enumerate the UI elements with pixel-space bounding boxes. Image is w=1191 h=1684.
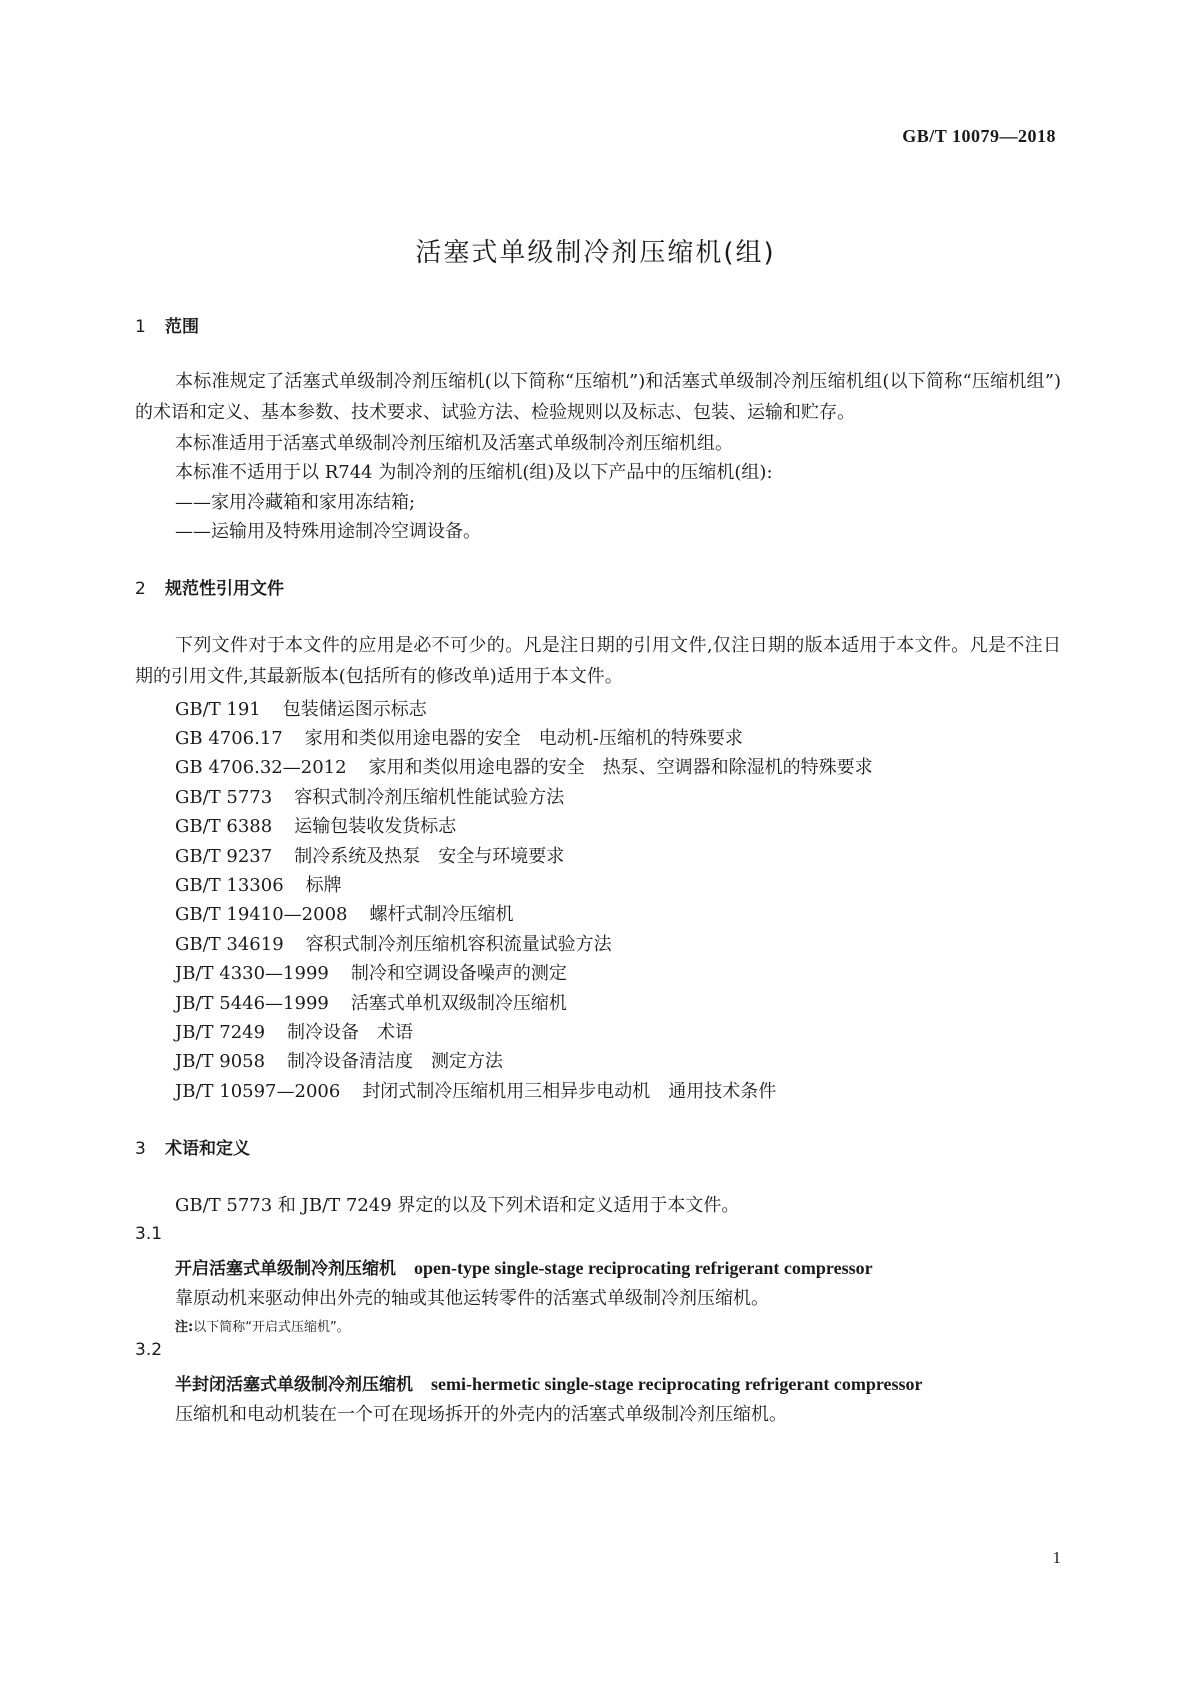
reference-code: GB/T 13306 (175, 875, 284, 896)
reference-code: GB/T 191 (175, 699, 261, 720)
section-number: 3 (135, 1139, 146, 1159)
reference-code: GB/T 5773 (175, 787, 273, 808)
reference-item (175, 842, 564, 868)
reference-title: 制冷系统及热泵 安全与环境要求 (294, 846, 565, 867)
scope-paragraph-1: 本标准规定了活塞式单级制冷剂压缩机(以下简称“压缩机”)和活塞式单级制冷剂压缩机组(以下简称“压缩机组”)的术语和定义、基本参数、技术要求、试验方法、检验规则以及标志、包装、运输和贮存。 (135, 371, 1061, 423)
reference-code: GB/T 34619 (175, 934, 284, 955)
reference-title: 封闭式制冷压缩机用三相异步电动机 通用技术条件 (362, 1081, 777, 1102)
reference-item (175, 1047, 503, 1073)
reference-title: 运输包装收发货标志 (294, 816, 457, 837)
clause-number: 3.2 (135, 1340, 163, 1360)
term-chinese: 半封闭活塞式单级制冷剂压缩机 (175, 1375, 413, 1395)
reference-title: 容积式制冷剂压缩机容积流量试验方法 (305, 934, 612, 955)
reference-title: 家用和类似用途电器的安全 电动机-压缩机的特殊要求 (304, 728, 743, 749)
reference-title: 容积式制冷剂压缩机性能试验方法 (294, 787, 565, 808)
scope-list-item: ——运输用及特殊用途制冷空调设备。 (175, 521, 481, 542)
reference-item (175, 783, 564, 809)
terms-intro: GB/T 5773 和 JB/T 7249 界定的以及下列术语和定义适用于本文件。 (175, 1195, 740, 1216)
page-number: 1 (1052, 1548, 1061, 1567)
reference-code: GB 4706.17 (175, 728, 283, 749)
section-3-heading (135, 1134, 250, 1159)
section-number: 1 (135, 317, 146, 337)
reference-item (175, 1077, 776, 1103)
term-entry (175, 1370, 923, 1395)
reference-item (175, 724, 743, 750)
reference-item (175, 753, 873, 779)
note-text: 以下简称“开启式压缩机”。 (193, 1320, 350, 1335)
scope-list-item: ——家用冷藏箱和家用冻结箱; (175, 492, 416, 513)
clause-number: 3.1 (135, 1224, 163, 1244)
reference-code: JB/T 7249 (175, 1022, 266, 1043)
reference-item (175, 871, 342, 897)
reference-code: GB 4706.32—2012 (175, 757, 347, 778)
term-entry (175, 1254, 873, 1279)
reference-title: 制冷设备 术语 (287, 1022, 414, 1043)
reference-title: 螺杆式制冷压缩机 (369, 904, 514, 925)
reference-code: GB/T 19410—2008 (175, 904, 348, 925)
reference-code: GB/T 9237 (175, 846, 273, 867)
reference-item (175, 959, 567, 985)
scope-paragraph-2: 本标准适用于活塞式单级制冷剂压缩机及活塞式单级制冷剂压缩机组。 (175, 433, 733, 454)
term-note (175, 1316, 350, 1335)
reference-code: GB/T 6388 (175, 816, 273, 837)
reference-title: 制冷设备清洁度 测定方法 (287, 1051, 504, 1072)
reference-item (175, 812, 456, 838)
reference-item (175, 1018, 413, 1044)
reference-code: JB/T 5446—1999 (175, 993, 329, 1014)
reference-title: 包装储运图示标志 (282, 699, 427, 720)
reference-title: 家用和类似用途电器的安全 热泵、空调器和除湿机的特殊要求 (368, 757, 873, 778)
document-title: 活塞式单级制冷剂压缩机(组) (415, 238, 776, 268)
reference-title: 标牌 (305, 875, 342, 896)
reference-item (175, 989, 567, 1015)
term-definition: 靠原动机来驱动伸出外壳的轴或其他运转零件的活塞式单级制冷剂压缩机。 (175, 1288, 769, 1309)
reference-title: 活塞式单机双级制冷压缩机 (350, 993, 567, 1014)
section-2-heading (135, 574, 284, 599)
term-english: semi-hermetic single-stage reciprocating refrigerant compressor (431, 1374, 923, 1394)
term-english: open-type single-stage reciprocating refrigerant compressor (414, 1258, 873, 1278)
references-intro: 下列文件对于本文件的应用是必不可少的。凡是注日期的引用文件,仅注日期的版本适用于本文件。凡是不注日期的引用文件,其最新版本(包括所有的修改单)适用于本文件。 (135, 635, 1061, 687)
reference-item (175, 930, 612, 956)
section-1-heading (135, 312, 199, 337)
term-chinese: 开启活塞式单级制冷剂压缩机 (175, 1259, 396, 1279)
reference-code: JB/T 10597—2006 (175, 1081, 341, 1102)
term-definition: 压缩机和电动机装在一个可在现场拆开的外壳内的活塞式单级制冷剂压缩机。 (175, 1404, 787, 1425)
section-title: 范围 (165, 317, 199, 337)
reference-item (175, 900, 513, 926)
section-title: 规范性引用文件 (165, 579, 284, 599)
reference-title: 制冷和空调设备噪声的测定 (350, 963, 567, 984)
reference-code: JB/T 4330—1999 (175, 963, 329, 984)
standard-code: GB/T 10079—2018 (902, 126, 1056, 146)
note-label: 注: (175, 1320, 194, 1335)
section-title: 术语和定义 (165, 1139, 250, 1159)
reference-item (175, 695, 427, 721)
section-number: 2 (135, 579, 146, 599)
reference-code: JB/T 9058 (175, 1051, 266, 1072)
scope-paragraph-3: 本标准不适用于以 R744 为制冷剂的压缩机(组)及以下产品中的压缩机(组): (175, 462, 773, 483)
